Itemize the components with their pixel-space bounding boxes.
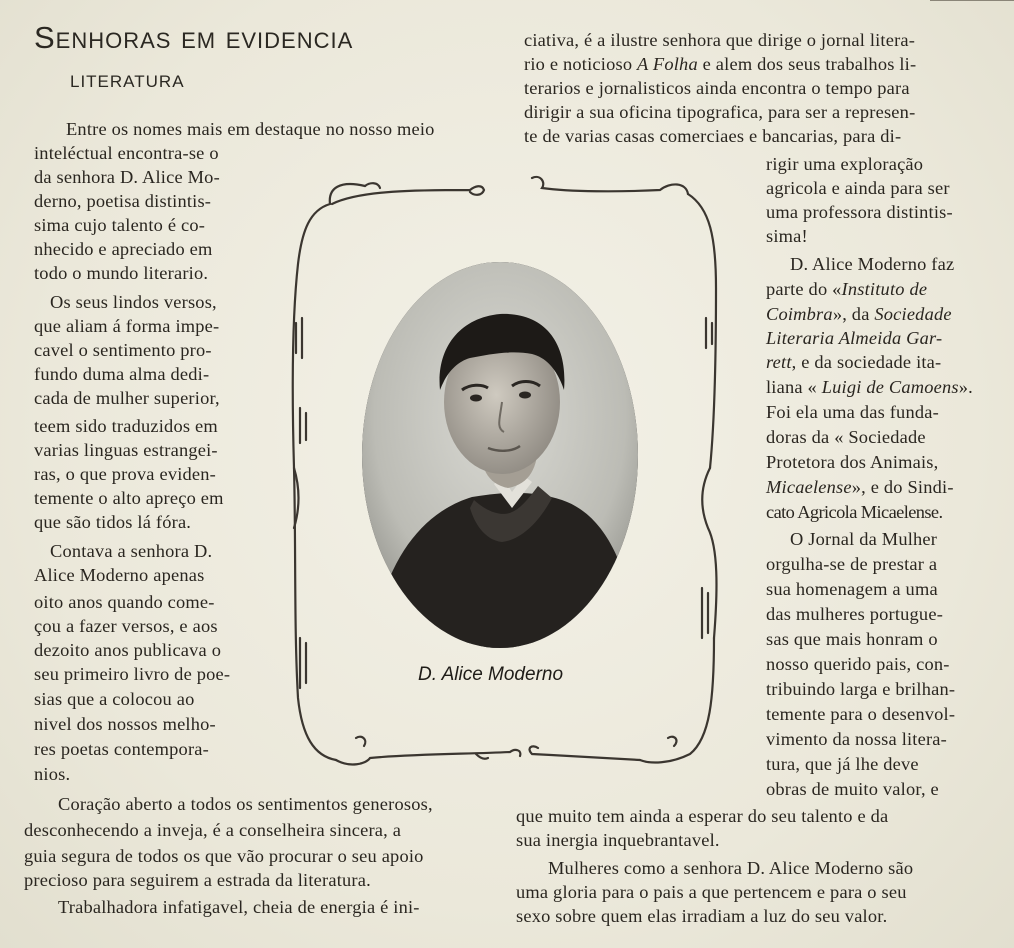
text-run: », e do Sindi-	[851, 477, 954, 497]
text-line: O Jornal da Mulher	[790, 529, 938, 549]
text-line: guia segura de todos os que vão procurar o seu apoio	[24, 846, 424, 866]
text-line: Foi ela uma das funda-	[766, 402, 939, 422]
text-line: derno, poetisa distintis-	[34, 191, 212, 211]
text-line: Contava a senhora D.	[50, 541, 213, 561]
top-rule	[930, 0, 1014, 1]
text-line: dezoito anos publicava o	[34, 640, 222, 660]
portrait-image	[362, 262, 638, 648]
text-line: sas que mais honram o	[766, 629, 938, 649]
text-line: ras, o que prova eviden-	[34, 464, 216, 484]
text-line: sima!	[766, 226, 808, 246]
text-line: Entre os nomes mais em destaque no nosso meio	[66, 119, 435, 139]
text-line: Os seus lindos versos,	[50, 292, 217, 312]
text-line: tribuindo larga e brilhan-	[766, 679, 956, 699]
newspaper-name: A Folha	[637, 54, 698, 74]
text-line: D. Alice Moderno faz	[790, 254, 955, 274]
text-line: que são tidos lá fóra.	[34, 512, 192, 532]
text-line: Trabalhadora infatigavel, cheia de energia é ini-	[58, 897, 420, 917]
text-line	[766, 302, 952, 326]
text-line: dirigir a sua oficina tipografica, para ser a represen-	[524, 102, 916, 122]
text-line: que muito tem ainda a esperar do seu talento e da	[516, 806, 889, 826]
text-line: Mulheres como a senhora D. Alice Moderno são	[548, 858, 914, 878]
section-heading: LITERATURA	[70, 72, 185, 91]
text-line	[766, 375, 973, 399]
text-line	[766, 350, 941, 374]
portrait-caption: D. Alice Moderno	[418, 664, 564, 685]
text-line: sias que a colocou ao	[34, 689, 195, 709]
text-line: Protetora dos Animais,	[766, 452, 939, 472]
text-line: oito anos quando come-	[34, 592, 215, 612]
institution-name: Luigi de Camoens	[821, 377, 959, 397]
text-line: tura, que já lhe deve	[766, 754, 919, 774]
text-line: ciativa, é a ilustre senhora que dirige o jornal litera-	[524, 30, 916, 50]
institution-name: rett	[766, 352, 792, 372]
text-line: precioso para seguirem a estrada da literatura.	[24, 870, 371, 890]
text-run: e alem dos seus trabalhos li-	[697, 54, 917, 74]
text-line: doras da « Sociedade	[766, 427, 926, 447]
text-line: terarios e jornalisticos ainda encontra o tempo para	[524, 78, 910, 98]
text-line: sima cujo talento é co-	[34, 215, 206, 235]
text-line: cavel o sentimento pro-	[34, 340, 212, 360]
text-line: temente o alto apreço em	[34, 488, 224, 508]
text-line: rigir uma exploração	[766, 154, 924, 174]
text-line: cada de mulher superior,	[34, 388, 220, 408]
text-line: Alice Moderno apenas	[34, 565, 205, 585]
text-line: sua homenagem a uma	[766, 579, 938, 599]
text-line: desconhecendo a inveja, é a conselheira sincera, a	[24, 820, 402, 840]
text-line: uma gloria para o pais a que pertencem e para o seu	[516, 882, 907, 902]
text-line: vimento da nossa litera-	[766, 729, 947, 749]
text-line: Coração aberto a todos os sentimentos generosos,	[58, 794, 433, 814]
text-line: orgulha-se de prestar a	[766, 554, 938, 574]
institution-name: Coimbra	[766, 304, 833, 324]
text-line: das mulheres portugue-	[766, 604, 944, 624]
text-line: seu primeiro livro de poe-	[34, 664, 231, 684]
text-line: agricola e ainda para ser	[766, 178, 950, 198]
text-line: temente para o desenvol-	[766, 704, 956, 724]
text-line	[766, 475, 954, 499]
text-line: nhecido e apreciado em	[34, 239, 213, 259]
text-line: te de varias casas comerciaes e bancarias, para di-	[524, 126, 902, 146]
page-title: Senhoras em evidencia	[34, 20, 354, 55]
text-run: parte do «	[766, 279, 842, 299]
text-line: fundo duma alma dedi-	[34, 364, 210, 384]
text-run: , e da sociedade ita-	[791, 352, 942, 372]
text-line: teem sido traduzidos em	[34, 416, 218, 436]
text-line: inteléctual encontra-se o	[34, 143, 219, 163]
text-run: ».	[958, 377, 973, 397]
text-run: liana «	[766, 377, 822, 397]
text-line: nosso querido pais, con-	[766, 654, 950, 674]
text-line: da senhora D. Alice Mo-	[34, 167, 220, 187]
portrait-photo	[362, 262, 638, 648]
text-line: nios.	[34, 764, 71, 784]
text-line: Literaria Almeida Gar-	[766, 328, 943, 348]
text-line: çou a fazer versos, e aos	[34, 616, 218, 636]
text-line	[524, 52, 916, 76]
text-line	[766, 277, 927, 301]
text-line: todo o mundo literario.	[34, 263, 209, 283]
text-line: uma professora distintis-	[766, 202, 953, 222]
text-line: sexo sobre quem elas irradiam a luz do seu valor.	[516, 906, 888, 926]
text-run: rio e noticioso	[524, 54, 638, 74]
text-line: que aliam á forma impe-	[34, 316, 220, 336]
text-line: nivel dos nossos melho-	[34, 714, 216, 734]
text-line: obras de muito valor, e	[766, 779, 939, 799]
text-line: sua inergia inquebrantavel.	[516, 830, 720, 850]
institution-name: Sociedade	[874, 304, 952, 324]
institution-name: Micaelense	[766, 477, 852, 497]
text-line: varias linguas estrangei-	[34, 440, 218, 460]
text-line: res poetas contempora-	[34, 739, 209, 759]
text-line: cato Agricola Micaelense.	[766, 502, 943, 522]
text-run: », da	[832, 304, 875, 324]
institution-name: Instituto de	[841, 279, 928, 299]
